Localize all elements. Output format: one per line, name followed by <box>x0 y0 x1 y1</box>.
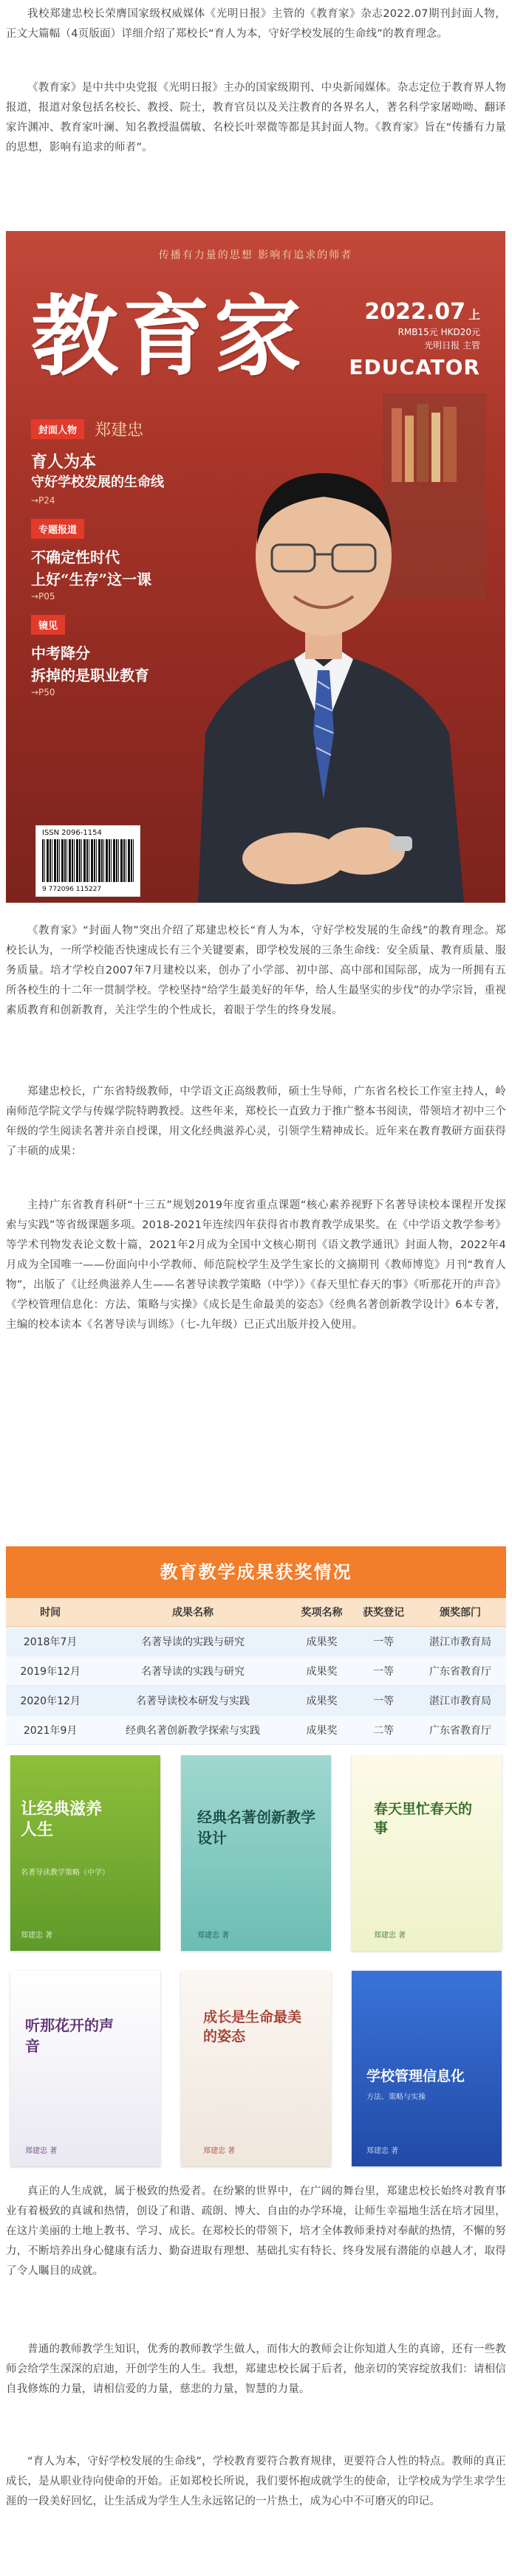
table-cell: 2020年12月 <box>6 1686 95 1715</box>
book-author: 郑建忠 著 <box>374 1932 406 1940</box>
table-cell: 成果奖 <box>291 1686 353 1715</box>
book-cover <box>181 1971 331 2166</box>
book-author: 郑建忠 著 <box>21 1932 53 1940</box>
book-author: 郑建忠 著 <box>203 2147 236 2155</box>
awards-header-award: 奖项名称 <box>291 1598 353 1627</box>
cover-headline-2b: 上好“生存”这一课 <box>31 571 152 588</box>
books-grid <box>6 1751 506 2173</box>
magazine-cover <box>6 231 505 903</box>
table-cell: 广东省教育厅 <box>414 1656 506 1686</box>
table-cell: 2019年12月 <box>6 1656 95 1686</box>
cover-headline-3b: 拆掉的是职业教育 <box>31 667 149 684</box>
cover-masthead: 教育家 <box>31 285 307 388</box>
table-cell: 成果奖 <box>291 1656 353 1686</box>
table-cell: 名著导读校本研发与实践 <box>95 1686 290 1715</box>
book-cover <box>181 1755 331 1951</box>
table-cell: 名著导读的实践与研究 <box>95 1627 290 1656</box>
awards-header-name: 成果名称 <box>95 1598 290 1627</box>
book-title: 成长是生命最美的姿态 <box>203 2009 302 2045</box>
table-cell: 2021年9月 <box>6 1715 95 1745</box>
book-cover <box>10 1755 160 1951</box>
book-cover <box>352 1755 502 1951</box>
book-title: 经典名著创新教学设计 <box>197 1808 315 1847</box>
barcode-icon <box>42 839 134 882</box>
table-cell: 成果奖 <box>291 1715 353 1745</box>
cover-page-ref-2: →P05 <box>31 591 55 602</box>
body-paragraph-1: 《教育家》“封面人物”突出介绍了郑建忠校长“育人为本，守好学校发展的生命线”的教育理念。郑校长认为，一所学校能否快速成长有三个关键要素，即学校发展的三条生命线：安全质量、教育质量、服务质量。培才学校自2007年7月建校以来，创办了小学部、初中部、高中部和国际部，成为一所拥有五所各校生的十二年一贯制学校。学校坚持“给学生最美好的年华，给人生最坚实的步伐”的办学宗旨，重视素质教育和创新教育，关注学生的个性成长，着眼于学生的终身发展。 <box>6 925 506 1016</box>
table-cell: 广东省教育厅 <box>414 1715 506 1745</box>
cover-slogan: 传播有力量的思想 影响有追求的师者 <box>158 249 353 261</box>
cover-barcode <box>35 825 140 897</box>
awards-table-title: 教育教学成果获奖情况 <box>6 1546 506 1598</box>
cover-headline-1b: 守好学校发展的生命线 <box>31 475 164 490</box>
cover-headline-3a: 中考降分 <box>31 644 90 662</box>
cover-headline-2a: 不确定性时代 <box>31 548 120 566</box>
book-author: 郑建忠 著 <box>25 2147 58 2155</box>
body-paragraph-4: 真正的人生成就，属于极致的热爱者。在纷繁的世界中，在广阔的舞台里，郑建忠校长始终对教育事业有着极致的真诚和热情，创设了和谐、疏朗、博大、自由的办学环境，让师生幸福地生活在培才园里，在这片美丽的土地上教书、学习、成长。在郑校长的带领下，培才全体教师秉持对奉献的热情，不懈的努力，不断培养出身心健康有活力、勤奋进取有理想、基础扎实有特长、终身发展有潜能的卓越人才，取得了令人瞩目的成就。 <box>6 2186 506 2277</box>
cover-page-ref-3: →P50 <box>31 687 55 698</box>
book-cover <box>10 1971 160 2166</box>
body-paragraph-3: 主持广东省教育科研“十三五”规划2019年度省重点课题“核心素养视野下名著导读校本课程开发探索与实践”等省级课题多项。2018-2021年连续四年获得省市教育教学成果奖。在《中学语文教学参考》等学术刊物发表论文数十篇，2021年2月成为全国中文核心期刊《语文教学通讯》封面人物，2022年4月成为全国唯一——份面向中小学教师、师范院校学生及学生家长的文摘期刊《教师博览》月刊“教育人物”，出版了《让经典滋养人生——名著导读教学策略（中学）》《春天里忙春天的事》《听那花开的声音》《学校管理信息化：方法、策略与实操》《成长是生命最美的姿态》《经典名著创新教学设计》6本专著，主编的校本读本《名著导读与训练》（七-九年级）已正式出版并投入使用。 <box>6 1199 506 1331</box>
awards-grid <box>6 1598 506 1745</box>
body-paragraph-2: 郑建忠校长，广东省特级教师，中学语文正高级教师，硕士生导师，广东省名校长工作室主持人，岭南师范学院文学与传媒学院特聘教授。这些年来，郑校长一直致力于推广整本书阅读，带领培才初中三个年级的学生阅读名著并亲自授课，用文化经典滋养心灵，引领学生精神成长。近年来在教育教研方面获得了丰硕的成果： <box>6 1086 506 1157</box>
cover-tag-cover-person: 封面人物 <box>31 419 84 439</box>
cover-issue: 2022.07 上 <box>364 299 480 325</box>
book-author: 郑建忠 著 <box>366 2147 399 2155</box>
awards-header-time: 时间 <box>6 1598 95 1627</box>
cover-issn: ISSN 2096-1154 <box>42 829 102 837</box>
book-title: 学校管理信息化 <box>366 2068 465 2084</box>
table-cell: 经典名著创新教学探索与实践 <box>95 1715 290 1745</box>
cover-page-ref-1: →P24 <box>31 495 55 506</box>
table-cell: 2018年7月 <box>6 1627 95 1656</box>
table-row <box>6 1715 506 1745</box>
table-cell: 湛江市教育局 <box>414 1686 506 1715</box>
book-subtitle: 名著导读教学策略（中学） <box>21 1869 109 1877</box>
book-cover <box>352 1971 502 2166</box>
table-cell: 湛江市教育局 <box>414 1627 506 1656</box>
body-paragraph-6: “育人为本，守好学校发展的生命线”，学校教育要符合教育规律，更要符合人性的特点。教师的真正成长，是从职业待向使命的开始。正如郑校长所说，我们要怀抱成就学生的使命，让学校成为学生求学生涯的一段美好回忆，让生活成为学生人生永远铭记的一片热土，成为心中不可磨灭的印记。 <box>6 2456 506 2507</box>
cover-price: RMB15元 HKD20元 <box>397 327 480 337</box>
cover-educator-label: EDUCATOR <box>349 355 480 379</box>
book-subtitle: 方法、策略与实操 <box>366 2093 426 2101</box>
table-cell: 一等 <box>352 1656 414 1686</box>
book-author: 郑建忠 著 <box>197 1932 230 1940</box>
table-cell: 成果奖 <box>291 1627 353 1656</box>
awards-header-issuer: 颁奖部门 <box>414 1598 506 1627</box>
table-row <box>6 1656 506 1686</box>
book-title: 让经典滋养人生 <box>21 1800 103 1839</box>
table-row <box>6 1686 506 1715</box>
awards-table <box>6 1546 506 1735</box>
table-cell: 名著导读的实践与研究 <box>95 1656 290 1686</box>
book-title: 春天里忙春天的事 <box>374 1801 473 1836</box>
table-cell: 二等 <box>352 1715 414 1745</box>
book-title: 听那花开的声音 <box>25 2017 114 2055</box>
cover-tag-mirror: 镜见 <box>31 615 65 635</box>
cover-barcode-number: 9 772096 115227 <box>42 886 102 893</box>
cover-tag-feature: 专题报道 <box>31 519 84 539</box>
awards-header-grade: 获奖登记 <box>352 1598 414 1627</box>
intro-paragraph-1: 我校郑建忠校长荣膺国家级权威媒体《光明日报》主管的《教育家》杂志2022.07期刊封面人物，正文大篇幅（4页版面）详细介绍了郑校长“育人为本，守好学校发展的生命线”的教育理念。 <box>6 8 506 40</box>
cover-portrait <box>176 386 486 903</box>
cover-headline-1a: 育人为本 <box>31 452 97 472</box>
table-cell: 一等 <box>352 1686 414 1715</box>
body-paragraph-5: 普通的教师教学生知识，优秀的教师教学生做人，而伟大的教师会让你知道人生的真谛，还有一些教师会给学生深深的启迪，开创学生的人生。我想，郑建忠校长属于后者，他亲切的笑容绽放我们：请相信自我修炼的力量，请相信爱的力量，慈悲的力量，智慧的力量。 <box>6 2343 506 2395</box>
intro-paragraph-2: 《教育家》是中共中央党报《光明日报》主办的国家级期刊、中央新闻媒体。杂志定位于教育界人物报道，报道对象包括名校长、教授、院士，教育官员以及关注教育的各界名人，著名科学家屠呦呦、翻译家许渊冲、教育家叶澜、知名教授温儒敏、名校长叶翠微等都是其封面人物。《教育家》旨在“传播有力量的思想，影响有追求的师者”。 <box>6 82 506 154</box>
table-row <box>6 1627 506 1656</box>
cover-person-name: 郑建忠 <box>95 421 144 440</box>
cover-sponsor: 光明日报 主管 <box>424 340 480 351</box>
table-cell: 一等 <box>352 1627 414 1656</box>
